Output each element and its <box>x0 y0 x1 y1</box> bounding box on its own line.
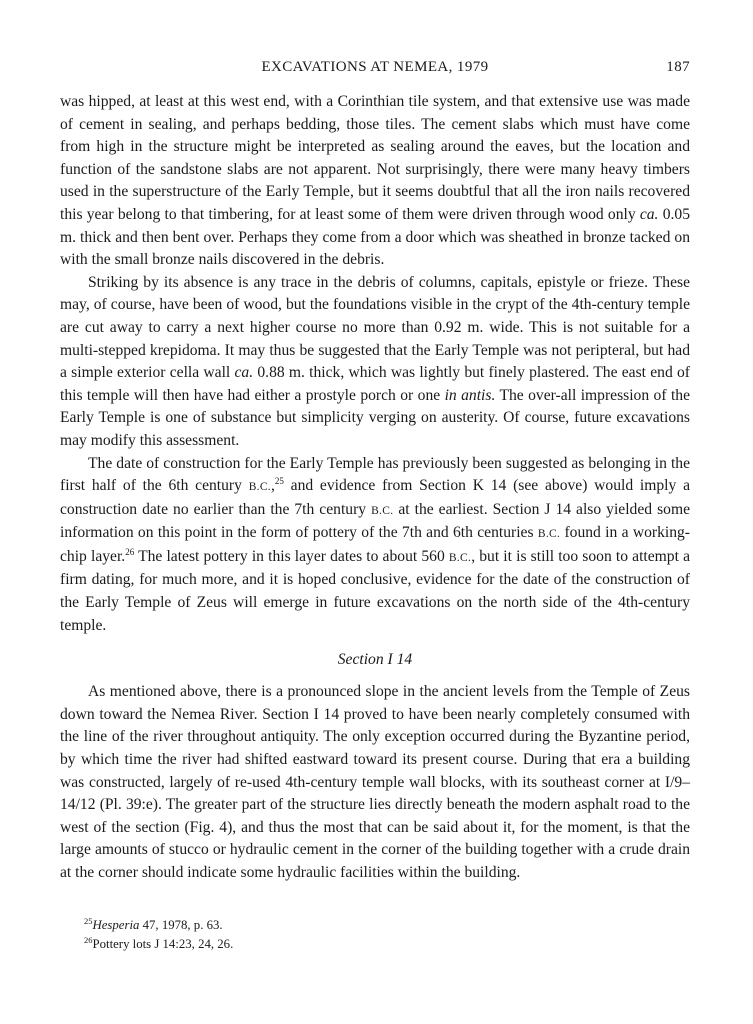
page-number: 187 <box>666 59 690 75</box>
paragraph-2: Striking by its absence is any trace in the debris of columns, capitals, epistyle or frieze. These may, of course, have been of wood, but the foundations visible in the crypt of the 4th-century temple are cut away to carry a next higher course no more than 0.92 m. wide. This is not suitable for a multi-stepped krepidoma. It may thus be suggested that the Early Temple was not peripteral, but had a simple exterior cella wall ca. 0.88 m. thick, which was lightly but finely plastered. The east end of this temple will then have had either a prostyle porch or one in antis. The over-all impression of the Early Temple is one of substance but simplicity verging on austerity. Of course, future excavations may modify this assessment. <box>60 273 690 449</box>
footnote-25: $^{25}$Hesperia 47, 1978, p. 63. <box>84 916 223 932</box>
running-title: EXCAVATIONS AT NEMEA, 1979 <box>261 59 489 75</box>
footnote-ref-26[interactable]: 26 <box>125 546 135 557</box>
paragraph-3: The date of construction for the Early Temple has previously been suggested as belonging in the first half of the 6th century B.C.,$^{25}$ and evidence from Section K 14 (see above) would imply a construction date no earlier than the 7th century B.C. at the earliest. Section J 14 also yielded some information on this point in the form of pottery of the 7th and 6th centuries B.C. found in a working-chip layer.$^{26}$ The latest pottery in this layer dates to about 560 B.C., but it is still too soon to attempt a firm dating, for much more, and it is hoped conclusive, evidence for the date of the construction of the Early Temple of Zeus will emerge in future excavations on the north side of the 4th-century temple. <box>60 454 691 634</box>
section-heading: Section I 14 <box>337 651 413 669</box>
paragraph-1: was hipped, at least at this west end, with a Corinthian tile system, and that extensive use was made of cement in sealing, and perhaps bedding, those tiles. The cement slabs which must have come from high in the structure might be interpreted as sealing around the eaves, but the location and function of the sandstone slabs are not apparent. Not surprisingly, there were many heavy timbers used in the superstructure of the Early Temple, but it seems doubtful that all the iron nails recovered this year belong to that timbering, for at least some of them were driven through wood only ca. 0.05 m. thick and then bent over. Perhaps they come from a door which was sheathed in bronze tacked on with the small bronze nails discovered in the debris. <box>60 93 690 269</box>
body-text <box>60 91 690 885</box>
footnotes <box>84 916 233 954</box>
running-header <box>60 56 690 80</box>
footnote-ref-25[interactable]: 25 <box>274 476 284 487</box>
paragraph-4: As mentioned above, there is a pronounced slope in the ancient levels from the Temple of Zeus down toward the Nemea River. Section I 14 proved to have been nearly completely consumed with the line of the river throughout antiquity. The only exception occurred during the Byzantine period, by which time the river had shifted eastward toward its present course. During that era a building was constructed, largely of re-used 4th-century temple wall blocks, with its southeast corner at I/9–14/12 (Pl. 39:e). The greater part of the structure lies directly beneath the modern asphalt road to the west of the section (Fig. 4), and thus the most that can be said about it, for the moment, is that the large amounts of stucco or hydraulic cement in the corner of the building together with a crude drain at the corner should indicate some hydraulic facilities within the building. <box>60 683 690 881</box>
footnote-26: $^{26}$Pottery lots J 14:23, 24, 26. <box>84 935 234 951</box>
